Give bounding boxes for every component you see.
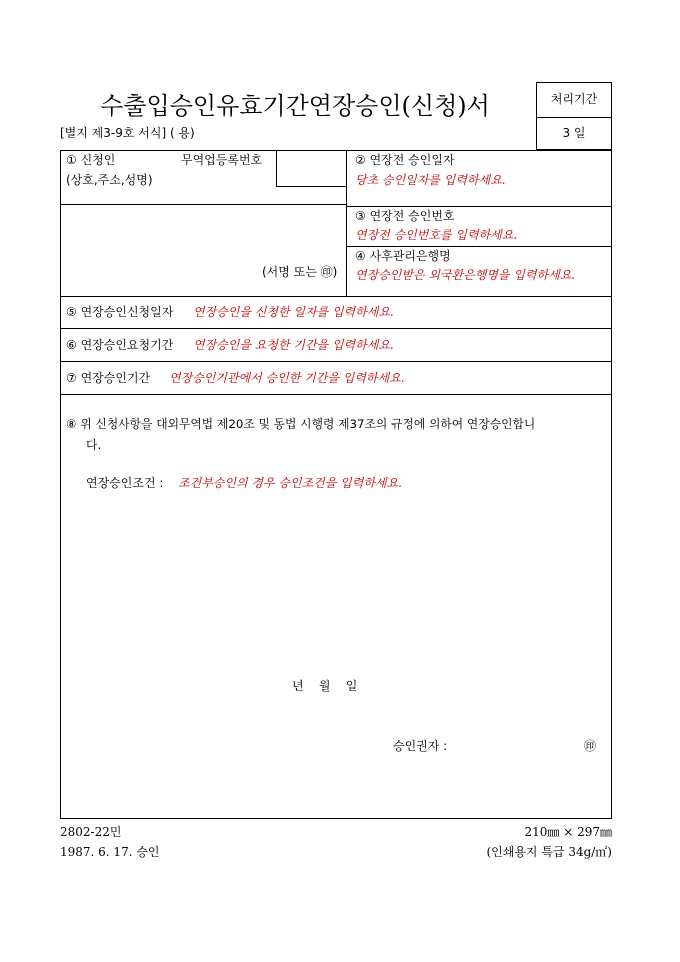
- prior-approval-number-value[interactable]: 연장전 승인번호를 입력하세요.: [355, 228, 518, 242]
- form-code: [별지 제3-9호 서식] ( 용): [60, 126, 195, 140]
- trade-registration-label: 무역업등록번호: [181, 153, 263, 167]
- footer-approval-date: 1987. 6. 17. 승인: [60, 845, 160, 859]
- signature-label: (서명 또는 ㊞): [262, 265, 338, 279]
- applicant-label: ① 신청인: [66, 153, 116, 167]
- footer-paper-spec: (인쇄용지 특급 34g/㎡): [486, 845, 612, 859]
- footer-form-number: 2802-22민: [60, 825, 122, 839]
- extension-period-label: ⑦ 연장승인기간: [66, 371, 151, 385]
- prior-approval-number-label: ③ 연장전 승인번호: [355, 209, 455, 223]
- approval-conditions-label: 연장승인조건 :: [86, 476, 164, 490]
- bank-name-label: ④ 사후관리은행명: [355, 249, 451, 263]
- date-line: 년 월 일: [292, 679, 358, 693]
- extension-request-date-value[interactable]: 연장승인을 신청한 일자를 입력하세요.: [193, 305, 394, 319]
- prior-approval-date-label: ② 연장전 승인일자: [355, 153, 455, 167]
- approver-label: 승인권자 :: [393, 739, 448, 753]
- statement-line-1: ⑧ 위 신청사항을 대외무역법 제20조 및 동법 시행령 제37조의 규정에 의하여 연장승인합니: [66, 417, 536, 431]
- extension-request-period-label: ⑥ 연장승인요청기간: [66, 338, 174, 352]
- approval-conditions-value[interactable]: 조건부승인의 경우 승인조건을 입력하세요.: [178, 476, 402, 490]
- form-title: 수출입승인유효기간연장승인(신청)서: [100, 92, 490, 120]
- processing-value: 3 일: [562, 126, 586, 140]
- extension-request-date-label: ⑤ 연장승인신청일자: [66, 305, 174, 319]
- footer-paper-size: 210㎜ × 297㎜: [524, 825, 612, 839]
- applicant-sub-label: (상호,주소,성명): [66, 173, 153, 187]
- bank-name-value[interactable]: 연장승인받은 외국환은행명을 입력하세요.: [355, 268, 576, 282]
- statement-line-2: 다.: [86, 438, 102, 452]
- seal-mark: ㊞: [584, 739, 597, 753]
- extension-request-period-value[interactable]: 연장승인을 요청한 기간을 입력하세요.: [193, 338, 394, 352]
- processing-label: 처리기간: [550, 92, 598, 106]
- prior-approval-date-value[interactable]: 당초 승인일자를 입력하세요.: [355, 173, 506, 187]
- extension-period-value[interactable]: 연장승인기관에서 승인한 기간을 입력하세요.: [169, 371, 405, 385]
